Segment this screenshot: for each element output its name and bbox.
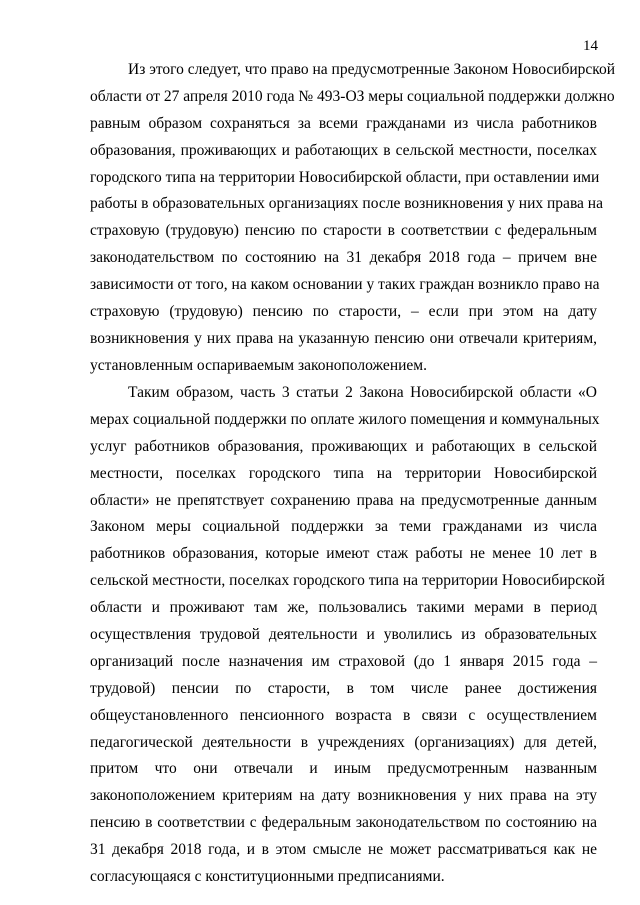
paragraph-line: области и проживают там же, пользовались такими мерами в период: [90, 599, 597, 617]
paragraph-line: услуг работников образования, проживающих и работающих в сельской: [90, 437, 597, 455]
paragraph-line: Законом меры социальной поддержки за теми гражданами из числа: [90, 518, 597, 536]
paragraph-line: осуществления трудовой деятельности и уволились из образовательных: [90, 626, 597, 644]
paragraph-line: сельской местности, поселках городского типа на территории Новосибирской: [90, 572, 605, 590]
paragraph-line: мерах социальной поддержки по оплате жилого помещения и коммунальных: [90, 410, 600, 428]
paragraph-line: равным образом сохраняться за всеми гражданами из числа работников: [90, 114, 597, 132]
paragraph-line: страховую (трудовую) пенсию по старости в соответствии с федеральным: [90, 222, 597, 240]
paragraph-line: области от 27 апреля 2010 года № 493-ОЗ меры социальной поддержки должно: [90, 87, 615, 105]
paragraph-1: [90, 57, 616, 380]
paragraph-line: Таким образом, часть 3 статьи 2 Закона Новосибирской области «О: [128, 384, 597, 401]
paragraph-line: законодательством по состоянию на 31 декабря 2018 года – причем вне: [90, 249, 597, 267]
paragraph-line: общеустановленного пенсионного возраста в связи с осуществлением: [90, 706, 597, 724]
paragraph-line: согласующаяся с конституционными предписаниями.: [90, 868, 445, 886]
paragraph-line: работы в образовательных организациях после возникновения у них права на: [90, 195, 603, 213]
paragraph-line: возникновения у них права на указанную пенсию они отвечали критериям,: [90, 329, 597, 347]
paragraph-line: работников образования, которые имеют стаж работы не менее 10 лет в: [90, 545, 597, 563]
paragraph-line: городского типа на территории Новосибирской области, при оставлении ими: [90, 168, 600, 186]
paragraph-line: притом что они отвечали и иным предусмотренным названным: [90, 760, 597, 778]
paragraph-line: пенсию в соответствии с федеральным законодательством по состоянию на: [90, 814, 597, 832]
paragraph-line: организаций после назначения им страховой (до 1 января 2015 года –: [90, 652, 597, 670]
paragraph-line: Из этого следует, что право на предусмотренные Законом Новосибирской: [128, 61, 616, 78]
paragraph-line: области» не препятствует сохранению права на предусмотренные данным: [90, 491, 597, 509]
paragraph-line: зависимости от того, на каком основании у таких граждан возникло право на: [90, 276, 600, 294]
paragraph-line: страховую (трудовую) пенсию по старости, – если при этом на дату: [90, 303, 597, 321]
page-number: 14: [583, 38, 598, 54]
paragraph-line: трудовой) пенсии по старости, в том числе ранее достижения: [90, 679, 597, 697]
paragraph-line: законоположением критериям на дату возникновения у них права на эту: [90, 787, 597, 805]
paragraph-line: установленным оспариваемым законоположением.: [90, 356, 427, 374]
paragraph-line: педагогической деятельности в учреждениях (организациях) для детей,: [90, 733, 597, 751]
paragraph-line: 31 декабря 2018 года, и в этом смысле не может рассматриваться как не: [90, 841, 597, 859]
paragraph-line: местности, поселках городского типа на территории Новосибирской: [90, 464, 597, 482]
paragraph-line: образования, проживающих и работающих в сельской местности, поселках: [90, 141, 597, 159]
paragraph-2: [90, 380, 605, 891]
